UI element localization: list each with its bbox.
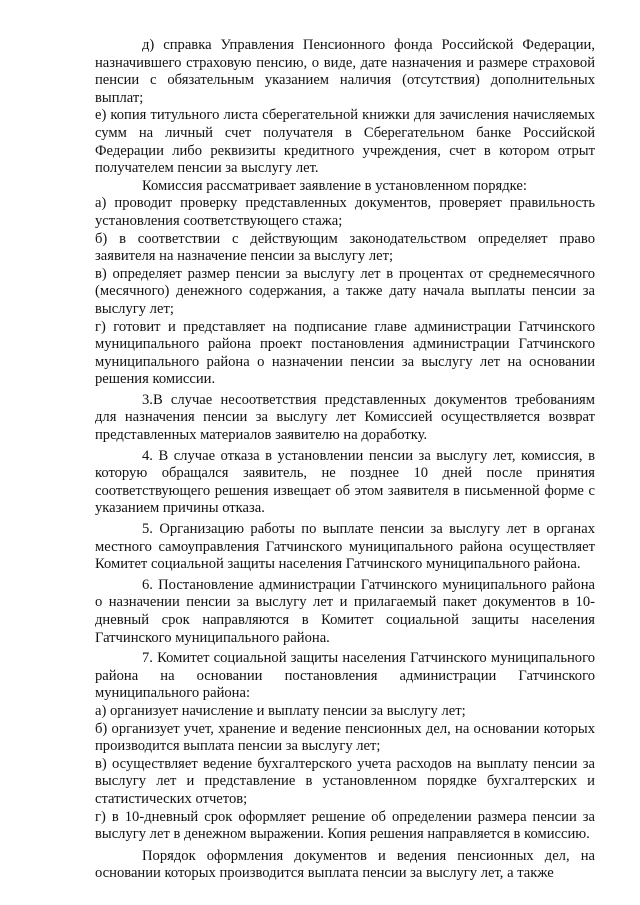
paragraph-a-document-check: а) проводит проверку представленных документов, проверяет правильность установления соответствующего стажа; [95, 195, 595, 229]
paragraph-b-entitlement: б) в соответствии с действующим законодательством определяет право заявителя на назначение пенсии за выслугу лет; [95, 230, 595, 265]
paragraph-commission-review: Комиссия рассматривает заявление в установленном порядке: [142, 177, 527, 194]
paragraph-procedure-continued: Порядок оформления документов и ведения пенсионных дел, на основании которых производится выплата пенсии за выслугу лет, а также [95, 847, 595, 882]
paragraph-d-pension-fund-certificate: д) справка Управления Пенсионного фонда Российской Федерации, назначившего страховую пенсию, о виде, дате назначения и размере страховой пенсии с обязательным указанием наличия (отсутствия) дополнительных выплат; [95, 37, 595, 106]
paragraph-4-refusal: 4. В случае отказа в установлении пенсии за выслугу лет, комиссия, в которую обращался заявитель, не позднее 10 дней после принятия соответствующего решения извещает об этом заявителя в письменной форме с указанием причины отказа. [95, 447, 595, 517]
paragraph-7g-decision: г) в 10-дневный срок оформляет решение об определении размера пенсии за выслугу лет в денежном выражении. Копия решения направляется в комиссию. [95, 808, 595, 843]
paragraph-e-savings-book-copy: е) копия титульного листа сберегательной книжки для зачисления начисляемых сумм на личный счет получателя в Сберегательном банке Российской Федерации либо реквизиты кредитного учреждения, счет в котором отрыт получателем пенсии за выслугу лет. [95, 107, 595, 177]
paragraph-7v-accounting: в) осуществляет ведение бухгалтерского учета расходов на выплату пенсии за выслугу лет и представление в установленном порядке бухгалтерских и статистических отчетов; [95, 755, 595, 807]
paragraph-7a-accrual: а) организует начисление и выплату пенсии за выслугу лет; [95, 702, 466, 719]
paragraph-g-draft-resolution: г) готовит и представляет на подписание главе администрации Гатчинского муниципального района проект постановления администрации Гатчинского муниципального района о назначении пенсии за выслугу лет на основании решения комиссии. [95, 318, 595, 388]
paragraph-3-return-documents: 3.В случае несоответствия представленных документов требованиям для назначения пенсии за выслугу лет Комиссией осуществляется возврат представленных материалов заявителю на доработку. [95, 391, 595, 444]
paragraph-6-resolution-transfer: 6. Постановление администрации Гатчинского муниципального района о назначении пенсии за выслугу лет и прилагаемый пакет документов в 10-дневный срок направляются в Комитет социальной защиты населения Гатчинского муниципального района. [95, 576, 595, 646]
paragraph-7-committee: 7. Комитет социальной защиты населения Гатчинского муниципального района на основании постановления администрации Гатчинского муниципального района: [95, 650, 595, 702]
paragraph-7b-records: б) организует учет, хранение и ведение пенсионных дел, на основании которых производится выплата пенсии за выслугу лет; [95, 720, 595, 755]
paragraph-v-pension-amount: в) определяет размер пенсии за выслугу лет в процентах от среднемесячного (месячного) денежного содержания, а также дату начала выплаты пенсии за выслугу лет; [95, 265, 595, 317]
document-body [95, 37, 595, 883]
paragraph-5-organization: 5. Организацию работы по выплате пенсии за выслугу лет в органах местного самоуправления Гатчинского муниципального района осуществляет Комитет социальной защиты населения Гатчинского муниципального района. [95, 521, 595, 573]
